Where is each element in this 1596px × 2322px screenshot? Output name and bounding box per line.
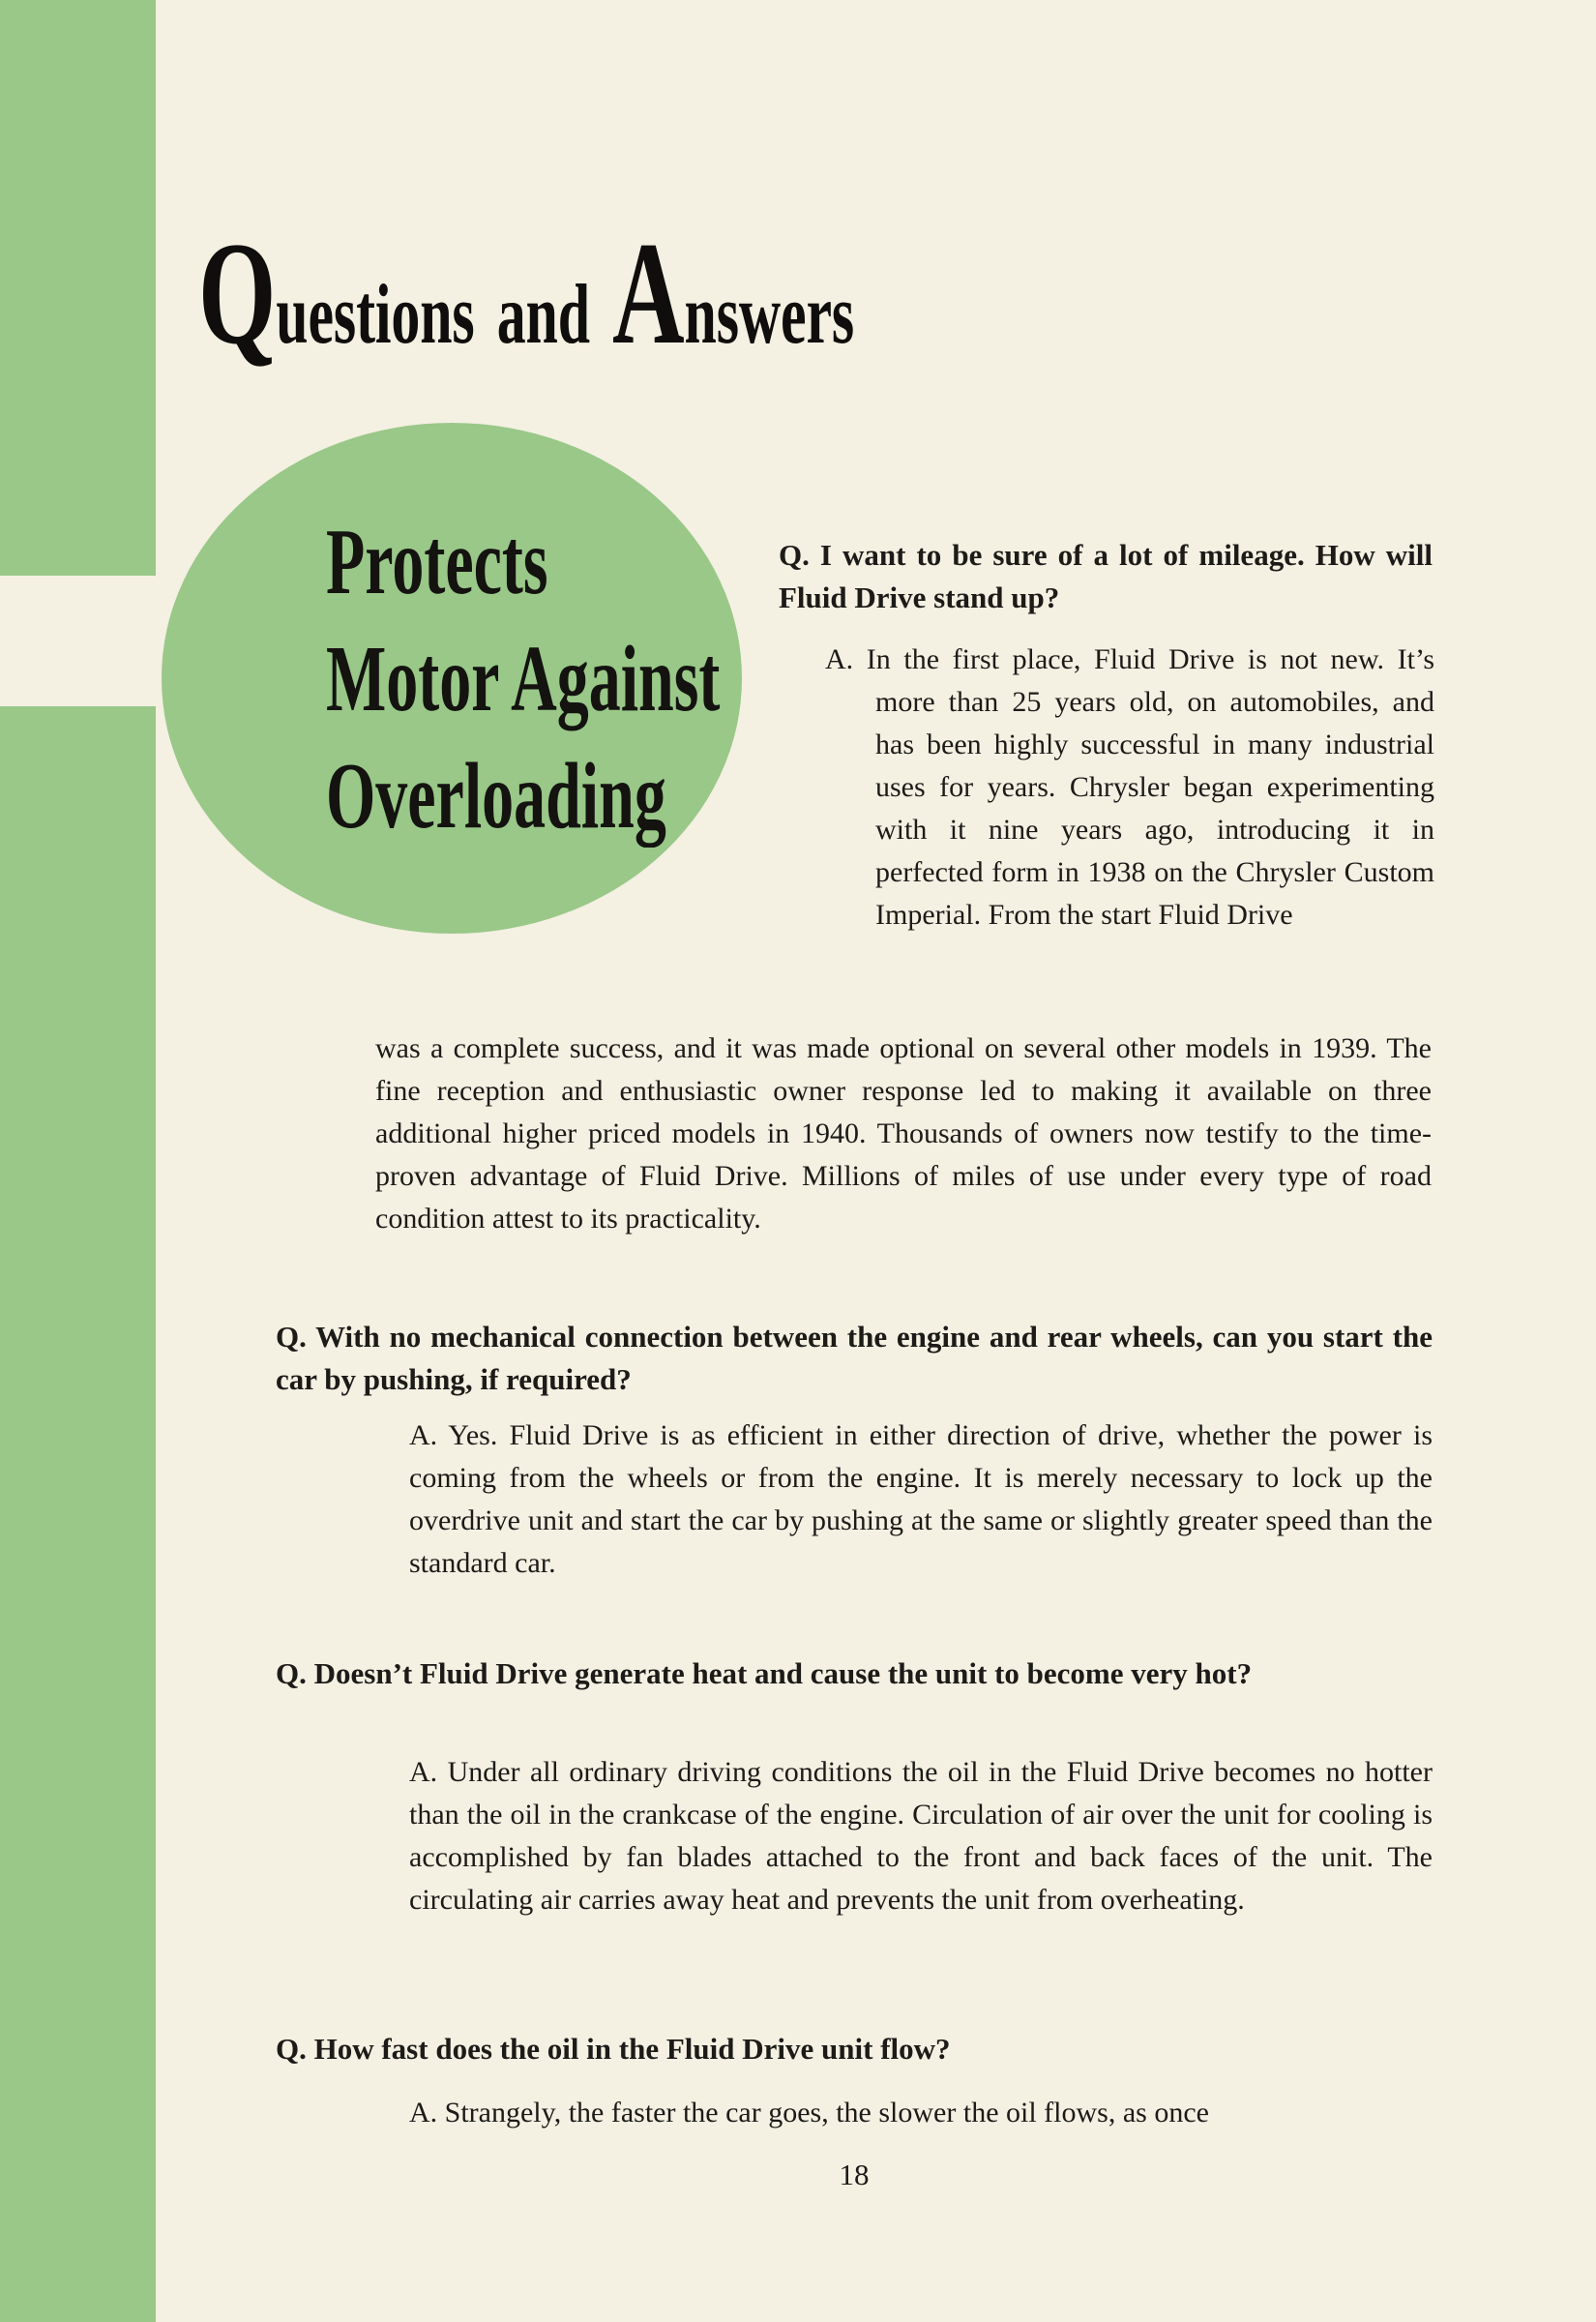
answer-4: A. Strangely, the faster the car goes, the slower the oil flows, as once <box>409 2097 1209 2128</box>
question-1: Q. I want to be sure of a lot of mileage. How will Fluid Drive stand up? <box>779 538 1433 614</box>
title-word-and: and <box>496 268 590 362</box>
title-questions-rest: uestions <box>276 268 475 362</box>
answer-3: A. Under all ordinary driving conditions the oil in the Fluid Drive becomes no hotter than the oil in the crankcase of the engine. Circulation of air over the unit for cooling is accomplished by fan blades attached to the front and back faces of the unit. The circulating air carries away heat and prevents the unit from overheating. <box>409 1756 1433 1916</box>
circle-heading-line-1: Protects <box>326 510 548 613</box>
left-bar-notch <box>0 576 156 706</box>
question-3: Q. Doesn’t Fluid Drive generate heat and cause the unit to become very hot? <box>276 1656 1253 1690</box>
circle-heading <box>326 503 720 854</box>
title-initial-a: A <box>611 212 685 374</box>
title-initial-q: Q <box>198 212 277 374</box>
title-answers-rest: nswers <box>684 268 855 362</box>
answer-1-column: A. In the first place, Fluid Drive is not new. It’s more than 25 years old, on automobiles, and has been highly successful in many industrial uses for years. Chrysler began experimenting with it nine years ago, introducing it in perfected form in 1938 on the Chrysler Custom Imperial. From the start Fluid Drive <box>825 643 1434 931</box>
page-title <box>198 212 855 411</box>
question-4: Q. How fast does the oil in the Fluid Drive unit flow? <box>276 2032 951 2066</box>
question-2: Q. With no mechanical connection between the engine and rear wheels, can you start the car by pushing, if required? <box>276 1320 1433 1396</box>
page-number: 18 <box>839 2158 870 2191</box>
left-green-bar <box>0 0 156 2322</box>
circle-heading-line-2: Motor Against <box>326 627 721 730</box>
circle-heading-line-3: Overloading <box>326 744 666 848</box>
answer-2: A. Yes. Fluid Drive is as efficient in either direction of drive, whether the power is coming from the wheels or from the engine. It is merely necessary to lock up the overdrive unit and start the car by pushing at the same or slightly greater speed than the standard car. <box>409 1419 1433 1579</box>
answer-1-continued: was a complete success, and it was made optional on several other models in 1939. The fine reception and enthusiastic owner response led to making it available on three additional higher priced models in 1940. Thousands of owners now testify to the time-proven advantage of Fluid Drive. Millions of miles of use under every type of road condition attest to its practicality. <box>375 1032 1432 1235</box>
